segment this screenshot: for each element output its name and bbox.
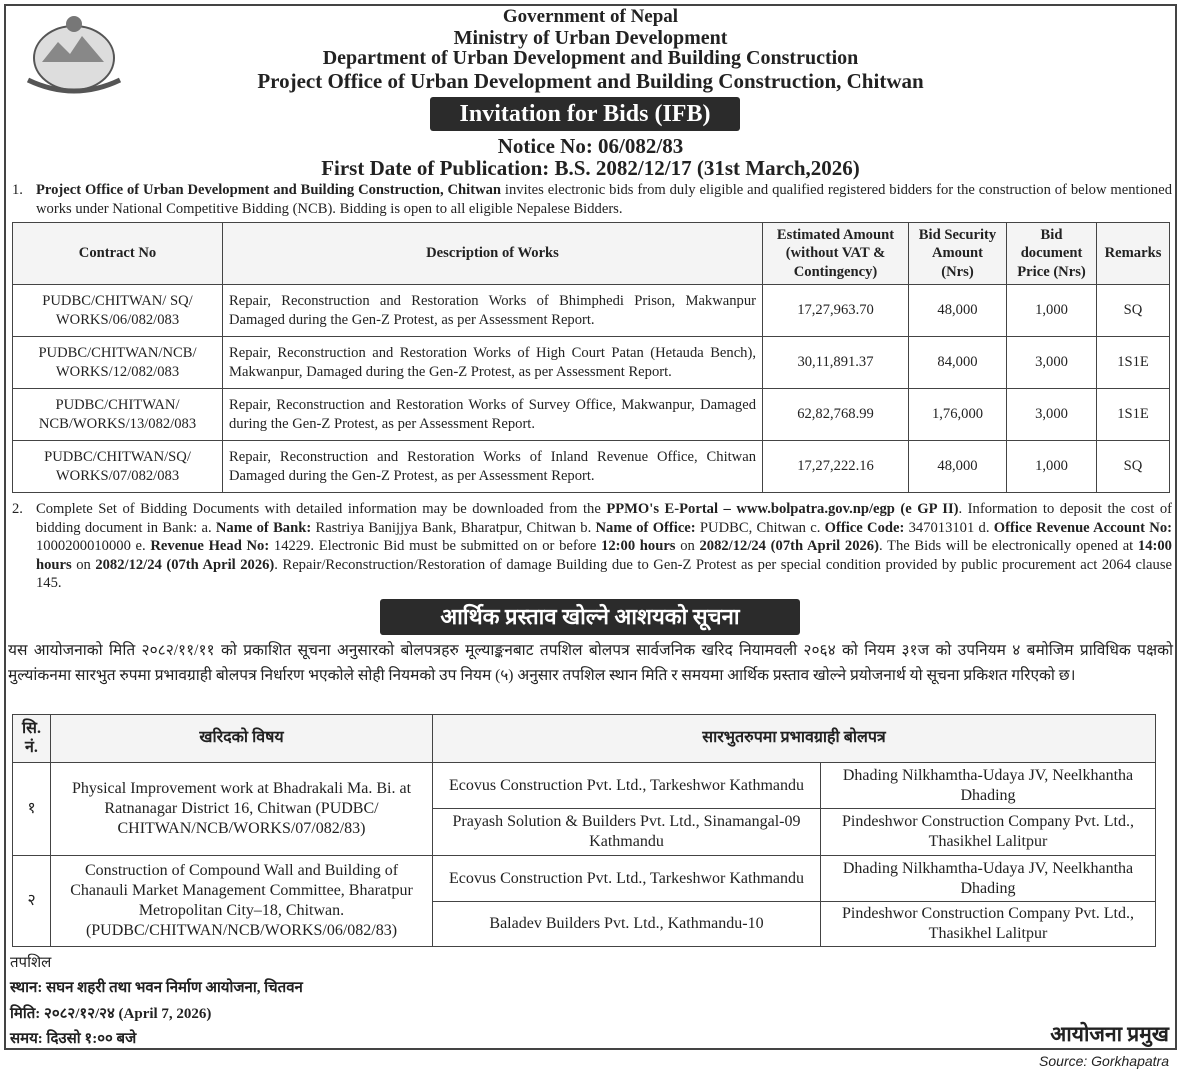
- bidder: Pindeshwor Construction Company Pvt. Ltd., Thasikhel Lalitpur: [821, 902, 1156, 947]
- table-row: [13, 337, 1170, 389]
- para-text: 14229. Electronic Bid must be submitted on or before: [269, 538, 602, 555]
- paragraph-1: [12, 181, 1172, 218]
- contract-no: PUDBC/CHITWAN/SQ/ WORKS/07/082/083: [13, 441, 223, 493]
- para-text: Rastriya Banijjya Bank, Bharatpur, Chitwan b.: [311, 519, 596, 536]
- doc-price: 1,000: [1007, 285, 1097, 337]
- col-bid-security: Bid Security Amount (Nrs): [909, 223, 1007, 285]
- description: Repair, Reconstruction and Restoration Works of High Court Patan (Hetauda Bench), Makwanpur, Damaged during the Gen-Z Protest, as per Assessment Report.: [223, 337, 763, 389]
- header-project-office: Project Office of Urban Development and Building Construction, Chitwan: [257, 69, 924, 93]
- nepali-notice-title: आर्थिक प्रस्ताव खोल्ने आशयको सूचना: [380, 599, 800, 635]
- para-text: . Information to deposit the cost of bidding document in Bank: a.: [36, 501, 1172, 536]
- table-row: [13, 285, 1170, 337]
- para-bold: Name of Bank:: [215, 519, 312, 536]
- estimated-amount: 17,27,222.16: [763, 441, 909, 493]
- responsive-bids-table: [12, 714, 1156, 947]
- bid-security: 48,000: [909, 441, 1007, 493]
- para-bold: 12:00 hours: [601, 538, 676, 555]
- estimated-amount: 30,11,891.37: [763, 337, 909, 389]
- remarks: SQ: [1097, 441, 1170, 493]
- para-number: 1.: [12, 182, 23, 198]
- estimated-amount: 62,82,768.99: [763, 389, 909, 441]
- description: Repair, Reconstruction and Restoration Works of Bhimphedi Prison, Makwanpur Damaged during the Gen-Z Protest, as per Assessment Report.: [223, 285, 763, 337]
- footer-tapashil: तपशिल: [10, 955, 52, 971]
- contract-no: PUDBC/CHITWAN/NCB/ WORKS/12/082/083: [13, 337, 223, 389]
- table-header-row: [13, 223, 1170, 285]
- para-bold: 2082/12/24 (07th April 2026): [699, 538, 879, 555]
- publication-date: First Date of Publication: B.S. 2082/12/17 (31st March,2026): [321, 156, 860, 180]
- paragraph-2: [12, 500, 1172, 593]
- para-text: . The Bids will be electronically opened at: [878, 538, 1138, 555]
- doc-price: 1,000: [1007, 441, 1097, 493]
- estimated-amount: 17,27,963.70: [763, 285, 909, 337]
- table-row: [13, 763, 1156, 809]
- para-text: on: [71, 556, 96, 573]
- para-bold: Office Revenue Account No:: [993, 519, 1172, 536]
- col-description: Description of Works: [223, 223, 763, 285]
- contract-no: PUDBC/CHITWAN/ SQ/ WORKS/06/082/083: [13, 285, 223, 337]
- table-header-row: [13, 715, 1156, 763]
- sn: २: [13, 856, 51, 947]
- bid-security: 1,76,000: [909, 389, 1007, 441]
- source-credit: Source: Gorkhapatra: [1039, 1053, 1169, 1069]
- para-text: PUDBC, Chitwan c.: [695, 519, 825, 536]
- bidder: Pindeshwor Construction Company Pvt. Ltd., Thasikhel Lalitpur: [821, 809, 1156, 856]
- footer-time: समय: दिउसो १:०० बजे: [10, 1031, 137, 1047]
- col-sn: सि. नं.: [13, 715, 51, 763]
- notice-number: Notice No: 06/082/83: [497, 134, 684, 158]
- remarks: 1S1E: [1097, 389, 1170, 441]
- bid-security: 48,000: [909, 285, 1007, 337]
- col-remarks: Remarks: [1097, 223, 1170, 285]
- col-doc-price: Bid document Price (Nrs): [1007, 223, 1097, 285]
- header-government: Government of Nepal: [502, 6, 679, 27]
- para-text: 1000200010000 e.: [36, 538, 151, 555]
- remarks: SQ: [1097, 285, 1170, 337]
- description: Repair, Reconstruction and Restoration Works of Inland Revenue Office, Chitwan Damaged during the Gen-Z Protest, as per Assessment Report.: [223, 441, 763, 493]
- para-number: 2.: [12, 501, 23, 517]
- signatory: आयोजना प्रमुख: [1050, 1022, 1169, 1046]
- bidder: Dhading Nilkhamtha-Udaya JV, Neelkhantha Dhading: [821, 856, 1156, 902]
- para-bold: Office Code:: [824, 519, 905, 536]
- contract-no: PUDBC/CHITWAN/ NCB/WORKS/13/082/083: [13, 389, 223, 441]
- para-text: on: [675, 538, 700, 555]
- para-text: 347013101 d.: [904, 519, 994, 536]
- table-row: [13, 856, 1156, 902]
- table-row: [13, 389, 1170, 441]
- col-estimated-amount: Estimated Amount (without VAT & Contingency): [763, 223, 909, 285]
- col-subject: खरिदको विषय: [51, 715, 433, 763]
- doc-price: 3,000: [1007, 389, 1097, 441]
- bidder: Prayash Solution & Builders Pvt. Ltd., Sinamangal-09 Kathmandu: [433, 809, 821, 856]
- ifb-title: Invitation for Bids (IFB): [430, 97, 740, 131]
- para-text: [36, 500, 1172, 593]
- bidder: Ecovus Construction Pvt. Ltd., Tarkeshwor Kathmandu: [433, 856, 821, 902]
- para-bold: Revenue Head No:: [150, 538, 270, 555]
- bid-security: 84,000: [909, 337, 1007, 389]
- para-text: Complete Set of Bidding Documents with detailed information may be downloaded from the: [36, 501, 607, 517]
- para-bold: 14:00 hours: [36, 538, 1172, 573]
- col-contract-no: Contract No: [13, 223, 223, 285]
- para-bold: PPMO's E-Portal – www.bolpatra.gov.np/egp (e GP II): [606, 501, 959, 517]
- footer-place: स्थान: सघन शहरी तथा भवन निर्माण आयोजना, चितवन: [10, 980, 303, 996]
- bidder: Dhading Nilkhamtha-Udaya JV, Neelkhantha Dhading: [821, 763, 1156, 809]
- header-department: Department of Urban Development and Building Construction: [322, 47, 859, 69]
- subject: Construction of Compound Wall and Building of Chanauli Market Management Committee, Bharatpur Metropolitan City–18, Chitwan. (PUDBC/CHITWAN/NCB/WORKS/06/082/83): [51, 856, 433, 947]
- remarks: 1S1E: [1097, 337, 1170, 389]
- para-bold: Project Office of Urban Development and Building Construction, Chitwan: [36, 182, 502, 198]
- para-bold: Name of Office:: [595, 519, 696, 536]
- header-ministry: Ministry of Urban Development: [453, 27, 728, 49]
- para-bold: 2082/12/24 (07th April 2026): [95, 556, 275, 573]
- para-text: invites electronic bids from duly eligible and qualified registered bidders for the construction of below mentioned works under National Competitive Bidding (NCB). Bidding is open to all eligible Nepalese Bidders.: [36, 182, 1172, 217]
- description: Repair, Reconstruction and Restoration Works of Survey Office, Makwanpur, Damaged during the Gen-Z Protest, as per Assessment Report.: [223, 389, 763, 441]
- col-responsive-bids: सारभुतरुपमा प्रभावग्राही बोलपत्र: [433, 715, 1156, 763]
- sn: १: [13, 763, 51, 856]
- footer-date: मिति: २०८२/१२/२४ (April 7, 2026): [10, 1006, 212, 1022]
- table-row: [13, 441, 1170, 493]
- subject: Physical Improvement work at Bhadrakali Ma. Bi. at Ratnanagar District 16, Chitwan (PUDBC/ CHITWAN/NCB/WORKS/07/082/83): [51, 763, 433, 856]
- doc-price: 3,000: [1007, 337, 1097, 389]
- bids-table: [12, 222, 1170, 493]
- para-text: . Repair/Reconstruction/Restoration of damage Building due to Gen-Z Protest as per special condition provided by public procurement act 2064 clause 145.: [36, 556, 1172, 592]
- bidder: Baladev Builders Pvt. Ltd., Kathmandu-10: [433, 902, 821, 947]
- bidder: Ecovus Construction Pvt. Ltd., Tarkeshwor Kathmandu: [433, 763, 821, 809]
- nepali-notice-body: यस आयोजनाको मिति २०८२/११/११ को प्रकाशित सूचना अनुसारको बोलपत्रहरु मूल्याङ्कनबाट तपशिल बोलपत्र सार्वजनिक खरिद नियामवली २०६४ को नियम ३१ज को उपनियम ४ बमोजिम प्राविधिक पक्षको मुल्यांकनमा सारभुत रुपमा प्रभावग्राही बोलपत्र निर्धारण भएकोले सोही नियमको उप नियम (५) अनुसार तपशिल स्थान मिति र समयमा आर्थिक प्रस्ताव खोल्ने प्रयोजनार्थ यो सूचना प्रकिशत गरिएको छ।: [8, 642, 1173, 684]
